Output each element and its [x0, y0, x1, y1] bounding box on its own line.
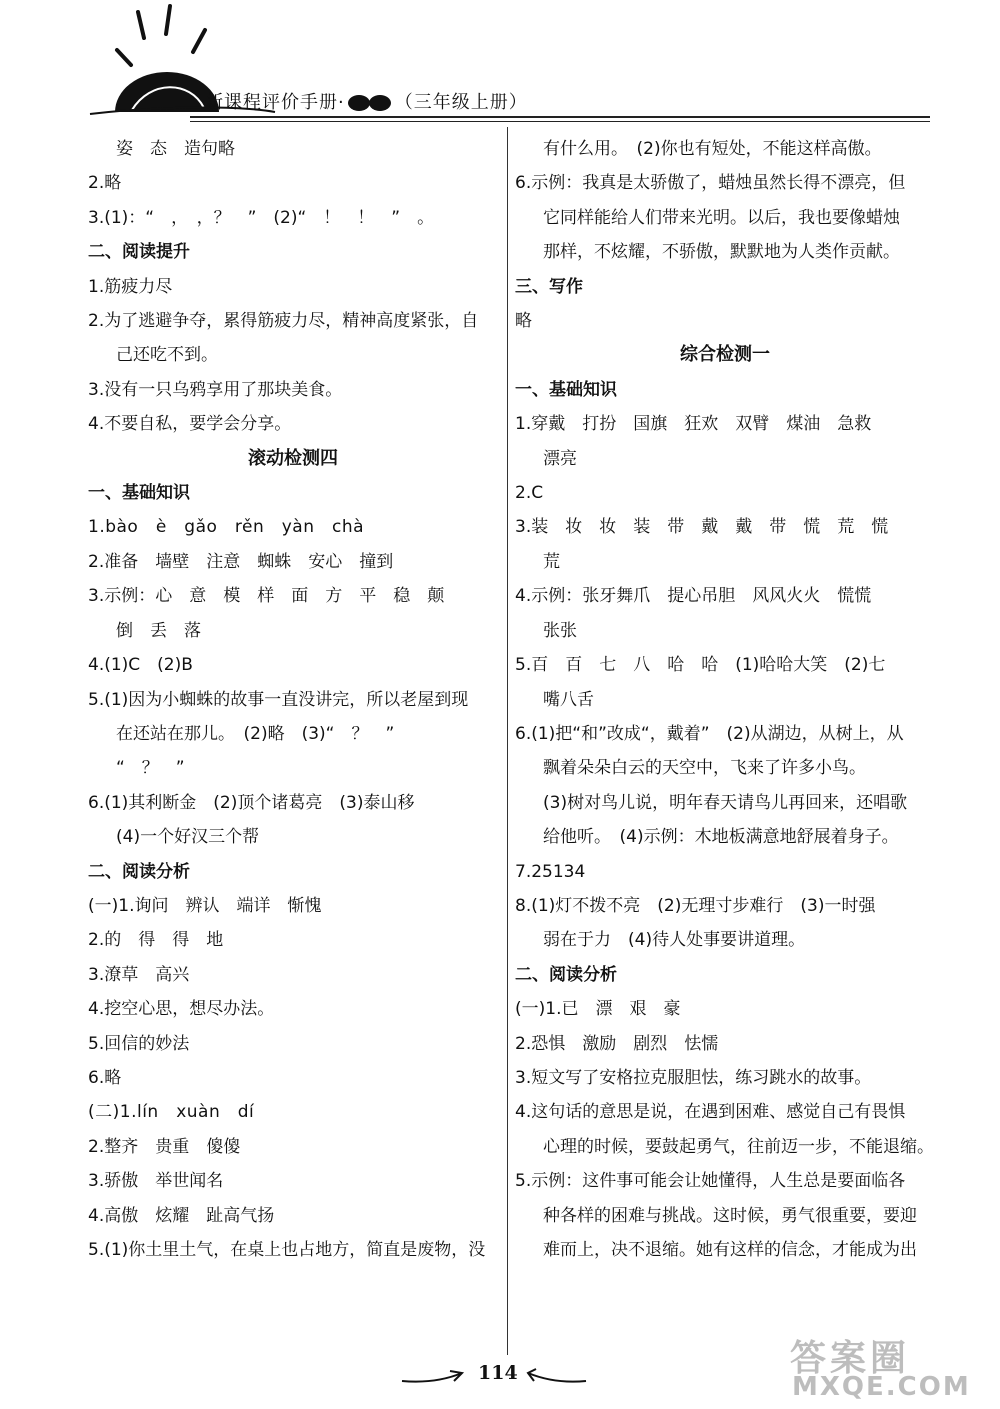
section-heading: 三、写作	[515, 276, 583, 297]
answer-line: 它同样能给人们带来光明。以后，我也要像蜡烛	[543, 207, 900, 228]
header-rule	[190, 121, 930, 122]
header-title	[205, 88, 528, 114]
section-heading: 一、基础知识	[88, 483, 190, 504]
watermark-logo-text: 答案圈	[790, 1338, 911, 1379]
answer-line: 有什么用。 (2)你也有短处，不能这样高傲。	[543, 139, 882, 159]
right-column	[515, 132, 935, 1267]
answer-line: 4.挖空心思，想尽办法。	[88, 999, 275, 1020]
answer-line: 1.筋疲力尽	[88, 276, 173, 297]
answer-line: 3.(1)：“ ， ，？ ” (2)“ ！ ！ ” 。	[88, 207, 435, 228]
answer-line: 3.短文写了安格拉克服胆怯，练习跳水的故事。	[515, 1067, 872, 1088]
answer-line: 5.(1)你土里土气，在桌上也占地方，简直是废物，没	[88, 1240, 486, 1260]
answer-line: 2.略	[88, 173, 122, 194]
answer-line: 己还吃不到。	[116, 345, 218, 366]
section-heading: 二、阅读提升	[88, 242, 190, 263]
section-heading: 二、阅读分析	[88, 861, 190, 882]
answer-line: 4.这句话的意思是说，在遇到困难、感觉自己有畏惧	[515, 1102, 906, 1123]
answer-line: (3)树对鸟儿说，明年春天请鸟儿再回来，还唱歌	[543, 792, 908, 813]
answer-line: 2.整齐 贵重 傻傻	[88, 1136, 241, 1157]
double-dot-icon	[348, 94, 392, 112]
answer-line: 给他听。 (4)示例：木地板满意地舒展着身子。	[543, 827, 899, 848]
answer-line: (一)1.已 漂 艰 豪	[515, 999, 681, 1020]
answer-line: 嘴八舌	[543, 689, 594, 710]
answer-line: 2.准备 墙壁 注意 蜘蛛 安心 撞到	[88, 551, 394, 572]
answer-line: 4.示例：张牙舞爪 提心吊胆 风风火火 慌慌	[515, 586, 872, 607]
answer-line: 6.(1)把“和”改成“，戴着” (2)从湖边，从树上，从	[515, 723, 904, 744]
answer-line: 6.略	[88, 1067, 122, 1088]
test-title: 综合检测一	[680, 344, 770, 366]
answer-line: 2.的 得 得 地	[88, 930, 224, 951]
answer-line: 5.百 百 七 八 哈 哈 (1)哈哈大笑 (2)七	[515, 655, 886, 676]
column-divider	[507, 127, 508, 1355]
answer-line: “ ？ ”	[116, 758, 185, 779]
answer-line: 种各样的困难与挑战。这时候，勇气很重要，要迎	[543, 1205, 917, 1226]
answer-line: 略	[515, 311, 532, 332]
answer-line: 7.25134	[515, 861, 586, 882]
answer-line: 5.回信的妙法	[88, 1033, 190, 1054]
answer-line: 1.bào è gǎo rěn yàn chà	[88, 517, 365, 538]
answer-line: 3.骄傲 举世闻名	[88, 1171, 224, 1192]
grade-label: （三年级上册）	[394, 92, 528, 113]
answer-line: 6.示例：我真是太骄傲了，蜡烛虽然长得不漂亮，但	[515, 173, 906, 194]
test-title: 滚动检测四	[248, 447, 338, 469]
header-rule	[190, 116, 930, 118]
answer-line: 4.不要自私，要学会分享。	[88, 414, 292, 435]
answer-line: 弱在于力 (4)待人处事要讲道理。	[543, 930, 806, 951]
answer-line: 在还站在那儿。 (2)略 (3)“ ？ ”	[116, 723, 395, 744]
section-heading: 一、基础知识	[515, 379, 617, 400]
answer-line: 8.(1)灯不拨不亮 (2)无理寸步难行 (3)一时强	[515, 895, 876, 916]
answer-line: 6.(1)其利断金 (2)顶个诸葛亮 (3)泰山移	[88, 792, 415, 813]
left-column	[88, 132, 498, 1267]
answer-line: 4.(1)C (2)B	[88, 655, 193, 676]
answer-line: (一)1.询问 辨认 端详 惭愧	[88, 895, 322, 916]
answer-line: 心理的时候，要鼓起勇气，往前迈一步，不能退缩。	[543, 1136, 934, 1157]
answer-line: 3.装 妆 妆 装 带 戴 戴 带 慌 荒 慌	[515, 517, 889, 538]
answer-line: 姿 态 造句略	[116, 139, 235, 159]
answer-line: 飘着朵朵白云的天空中，飞来了许多小鸟。	[543, 758, 866, 779]
answer-line: 2.C	[515, 483, 544, 504]
answer-line: 张张	[543, 620, 577, 641]
answer-line: 那样，不炫耀，不骄傲，默默地为人类作贡献。	[543, 242, 900, 263]
answer-line: 3.示例：心 意 模 样 面 方 平 稳 颠	[88, 586, 445, 607]
right-swoosh-icon	[520, 1367, 590, 1387]
answer-line: 3.潦草 高兴	[88, 964, 190, 985]
page-header	[0, 0, 1000, 130]
page-number: 114	[478, 1362, 518, 1384]
answer-line: 2.为了逃避争夺，累得筋疲力尽，精神高度紧张，自	[88, 311, 479, 332]
answer-line: 4.高傲 炫耀 趾高气扬	[88, 1205, 275, 1226]
answer-line: 2.恐惧 激励 剧烈 怯懦	[515, 1033, 719, 1054]
left-swoosh-icon	[400, 1367, 470, 1387]
watermark	[780, 1330, 990, 1405]
book-title: 新课程评价手册·	[205, 92, 345, 113]
answer-line: 5.示例：这件事可能会让她懂得，人生总是要面临各	[515, 1171, 906, 1192]
answer-line: 倒 丢 落	[116, 620, 201, 641]
answer-line: 荒	[543, 551, 560, 572]
answer-line: (二)1.lín xuàn dí	[88, 1102, 255, 1123]
answer-line: (4)一个好汉三个帮	[116, 827, 260, 848]
answer-line: 漂亮	[543, 448, 577, 469]
answer-line: 3.没有一只乌鸦享用了那块美食。	[88, 379, 343, 400]
section-heading: 二、阅读分析	[515, 964, 617, 985]
answer-line: 难而上，决不退缩。她有这样的信念，才能成为出	[543, 1240, 917, 1260]
watermark-url: MXQE.COM	[792, 1372, 971, 1402]
answer-line: 1.穿戴 打扮 国旗 狂欢 双臂 煤油 急救	[515, 414, 872, 435]
answer-line: 5.(1)因为小蜘蛛的故事一直没讲完，所以老屋到现	[88, 689, 469, 710]
